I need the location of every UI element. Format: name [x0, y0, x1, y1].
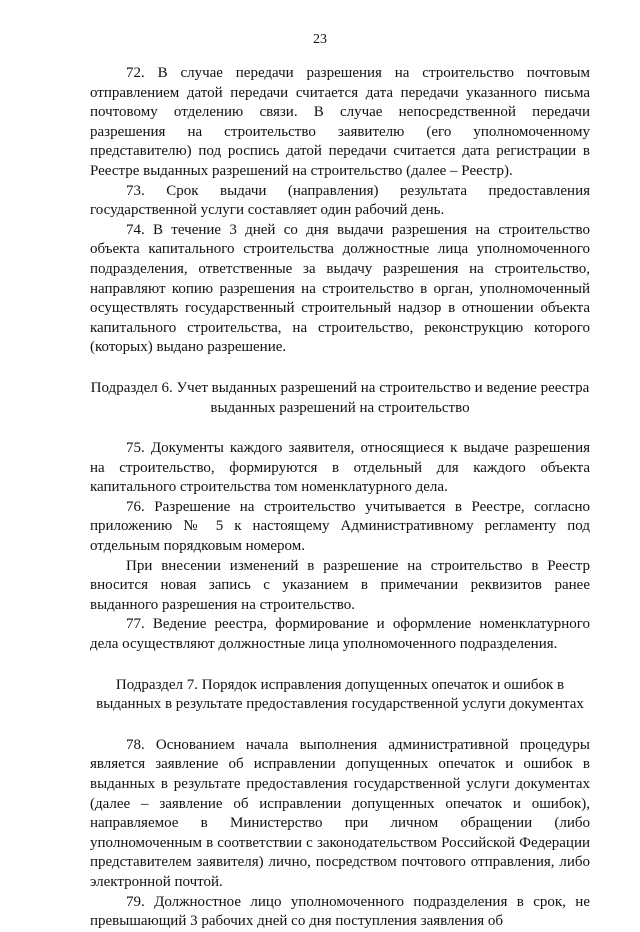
paragraph-75: 75. Документы каждого заявителя, относящиеся к выдаче разрешения на строительство, формируются в отдельный для каждого объекта капитального строительства том номенклатурного дела.	[90, 440, 590, 496]
paragraph-74: 74. В течение 3 дней со дня выдачи разрешения на строительство объекта капитального строительства должностные лица уполномоченного подразделения, ответственные за выдачу разрешения на строительство, направляют копию разрешения на строительство в орган, уполномоченный осуществлять государственный строительный надзор в отношении объекта капитального строительства, на строительство, реконструкцию которого (которых) выдано разрешение.	[90, 221, 590, 356]
paragraph-72: 72. В случае передачи разрешения на строительство почтовым отправлением датой передачи считается дата передачи указанного письма почтовому отделению связи. В случае непосредственной передачи разрешения на строительство заявителю (его уполномоченному представителю) под роспись датой передачи считается дата регистрации в Реестре выданных разрешений на строительство (далее – Реестр).	[90, 65, 590, 179]
paragraph-77: 77. Ведение реестра, формирование и оформление номенклатурного дела осуществляют должностные лица уполномоченного подразделения.	[90, 616, 590, 653]
paragraph-78: 78. Основанием начала выполнения административной процедуры является заявление об исправлении допущенных опечаток и ошибок в выданных в результате предоставления государственной услуги документах (далее – заявление об исправлении допущенных опечаток и ошибок), направляемое в Министерство при личном обращении (либо уполномоченным в соответствии с законодательством Российской Федерации представителем заявителя) лично, посредством почтового отправления, либо электронной почтой.	[90, 736, 590, 890]
page-number: 23	[313, 32, 327, 47]
document-body	[90, 64, 590, 932]
paragraph-79: 79. Должностное лицо уполномоченного подразделения в срок, не превышающий 3 рабочих дней со дня поступления заявления об	[90, 893, 590, 930]
paragraph-73: 73. Срок выдачи (направления) результата предоставления государственной услуги составляет один рабочий день.	[90, 182, 590, 219]
subsection-7-heading: Подраздел 7. Порядок исправления допущенных опечаток и ошибок в выданных в результате предоставления государственной услуги документах	[96, 676, 584, 713]
paragraph-76-note: При внесении изменений в разрешение на строительство в Реестр вносится новая запись с указанием в примечании реквизитов ранее выданного разрешения на строительство.	[90, 557, 590, 613]
paragraph-76: 76. Разрешение на строительство учитывается в Реестре, согласно приложению № 5 к настоящему Административному регламенту под отдельным порядковым номером.	[90, 498, 590, 555]
subsection-6-heading: Подраздел 6. Учет выданных разрешений на строительство и ведение реестра выданных разрешений на строительство	[90, 379, 590, 416]
